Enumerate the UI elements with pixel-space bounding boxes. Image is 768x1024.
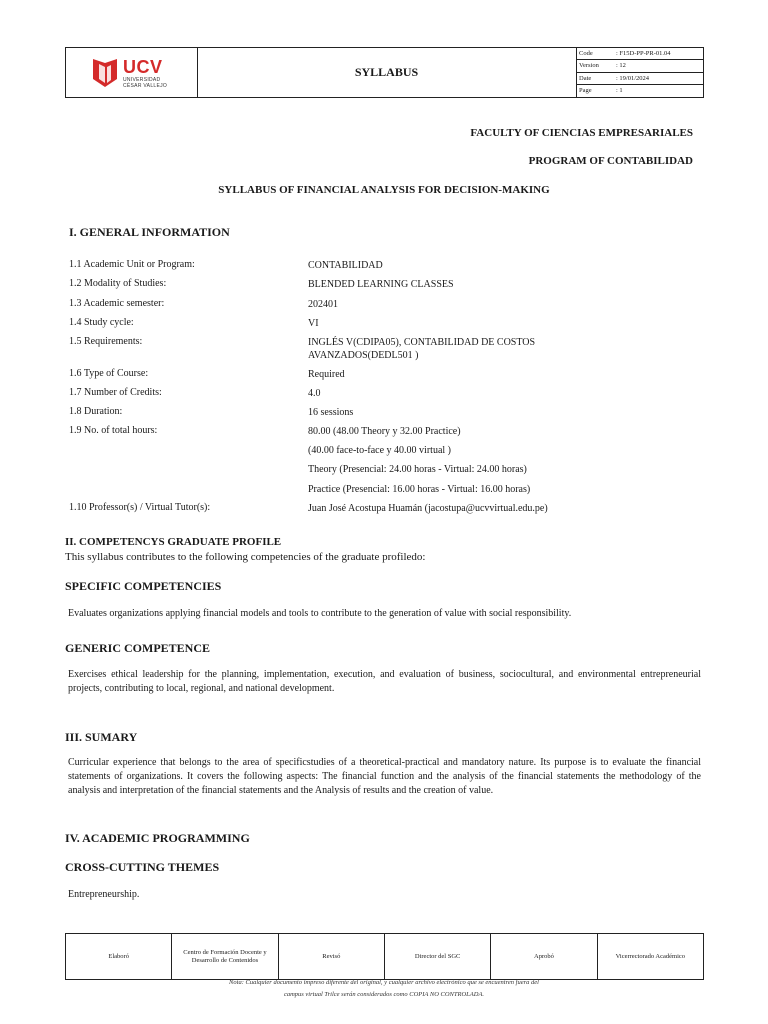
info-label: 1.1 Academic Unit or Program: bbox=[69, 259, 195, 270]
approval-cell: Director del SGC bbox=[385, 934, 491, 979]
info-label: 1.8 Duration: bbox=[69, 406, 123, 417]
logo-cell bbox=[66, 48, 198, 97]
info-value: 16 sessions bbox=[308, 407, 354, 418]
logo-subtitle-1: UNIVERSIDAD bbox=[123, 77, 161, 83]
info-label: 1.7 Number of Credits: bbox=[69, 387, 162, 398]
competencies-intro: This syllabus contributes to the following competencies of the graduate profiledo: bbox=[65, 551, 426, 563]
approval-cell: Centro de Formación Docente y Desarrollo de Contenidos bbox=[172, 934, 278, 979]
info-value: INGLÉS V(CDIPA05), CONTABILIDAD DE COSTOS bbox=[308, 337, 536, 348]
competencies-heading: II. COMPETENCYS GRADUATE PROFILE bbox=[65, 536, 282, 548]
info-value: 80.00 (48.00 Theory y 32.00 Practice) bbox=[308, 426, 461, 437]
info-label: 1.10 Professor(s) / Virtual Tutor(s): bbox=[69, 502, 211, 513]
summary-text: Curricular experience that belongs to the area of specificstudies of a theoretical-practical and mandatory nature. Its purpose is to evaluate the financial statements of organizations. It covers the following aspects: The financial function and the analysis of the financial statements the methodology of the analysis and interpretation of the financial statements and the Analysis of results and the creation of value. bbox=[68, 757, 701, 796]
document-header bbox=[65, 47, 704, 98]
document-title: SYLLABUS bbox=[197, 48, 577, 97]
approval-cell: Aprobó bbox=[491, 934, 597, 979]
info-label: 1.3 Academic semester: bbox=[69, 298, 165, 309]
meta-version: Version : 12 bbox=[576, 60, 704, 72]
info-value: CONTABILIDAD bbox=[308, 260, 383, 271]
approval-table bbox=[65, 933, 704, 980]
info-value-continued: AVANZADOS(DEDL501 ) bbox=[308, 350, 419, 361]
info-label: 1.6 Type of Course: bbox=[69, 368, 149, 379]
generic-competence-heading: GENERIC COMPETENCE bbox=[65, 641, 211, 655]
specific-competencies-text: Evaluates organizations applying financial models and tools to contribute to the generation of value with social responsibility. bbox=[68, 608, 572, 619]
approval-cell: Vicerrectorado Académico bbox=[615, 952, 686, 960]
ucv-logo-icon bbox=[91, 57, 119, 89]
summary-heading: III. SUMARY bbox=[65, 730, 138, 744]
footer-note-line-2: campus virtual Trilce serán considerados como COPIA NO CONTROLADA. bbox=[283, 991, 485, 998]
meta-date: Date : 19/01/2024 bbox=[576, 73, 704, 85]
info-value: Practice (Presencial: 16.00 horas - Virtual: 16.00 horas) bbox=[308, 484, 531, 495]
meta-page: Page : 1 bbox=[579, 86, 623, 94]
info-value: (40.00 face-to-face y 40.00 virtual ) bbox=[308, 445, 451, 456]
info-value: Theory (Presencial: 24.00 horas - Virtual: 24.00 horas) bbox=[308, 464, 527, 475]
logo-subtitle-2: CÉSAR VALLEJO bbox=[123, 83, 168, 89]
info-label: 1.5 Requirements: bbox=[69, 336, 143, 347]
info-label: 1.2 Modality of Studies: bbox=[69, 278, 167, 289]
cross-cutting-text: Entrepreneurship. bbox=[68, 889, 140, 900]
academic-programming-heading: IV. ACADEMIC PROGRAMMING bbox=[65, 831, 250, 845]
footer-note-line-1: Nota: Cualquier documento impreso diferente del original, y cualquier archivo electrónico que se encuentren fuera del bbox=[229, 979, 539, 986]
program-heading: PROGRAM OF CONTABILIDAD bbox=[528, 155, 693, 167]
document-meta bbox=[576, 48, 704, 97]
approval-cell: Elaboró bbox=[66, 934, 172, 979]
info-value: 202401 bbox=[308, 299, 338, 310]
generic-competence-text: Exercises ethical leadership for the planning, implementation, execution, and evaluation of business, sociocultural, and environmental entrepreneurial projects, contributing to local, regional, and national development. bbox=[68, 669, 701, 694]
info-label: 1.9 No. of total hours: bbox=[69, 425, 158, 436]
info-label: 1.4 Study cycle: bbox=[69, 317, 134, 328]
cross-cutting-heading: CROSS-CUTTING THEMES bbox=[65, 860, 220, 874]
faculty-heading: FACULTY OF CIENCIAS EMPRESARIALES bbox=[470, 127, 693, 139]
info-value: BLENDED LEARNING CLASSES bbox=[308, 279, 454, 290]
approval-cell: Revisó bbox=[279, 934, 385, 979]
info-value: Required bbox=[308, 369, 345, 380]
info-value: Juan José Acostupa Huamán (jacostupa@ucvvirtual.edu.pe) bbox=[308, 503, 548, 514]
logo-wordmark: UCV bbox=[123, 57, 163, 77]
info-value: VI bbox=[308, 318, 319, 329]
syllabus-title: SYLLABUS OF FINANCIAL ANALYSIS FOR DECISION-MAKING bbox=[218, 184, 550, 196]
specific-competencies-heading: SPECIFIC COMPETENCIES bbox=[65, 579, 222, 593]
info-value: 4.0 bbox=[308, 388, 321, 399]
meta-code: Code : F15D-PP-PR-01.04 bbox=[576, 48, 704, 60]
general-info-heading: I. GENERAL INFORMATION bbox=[69, 225, 230, 239]
